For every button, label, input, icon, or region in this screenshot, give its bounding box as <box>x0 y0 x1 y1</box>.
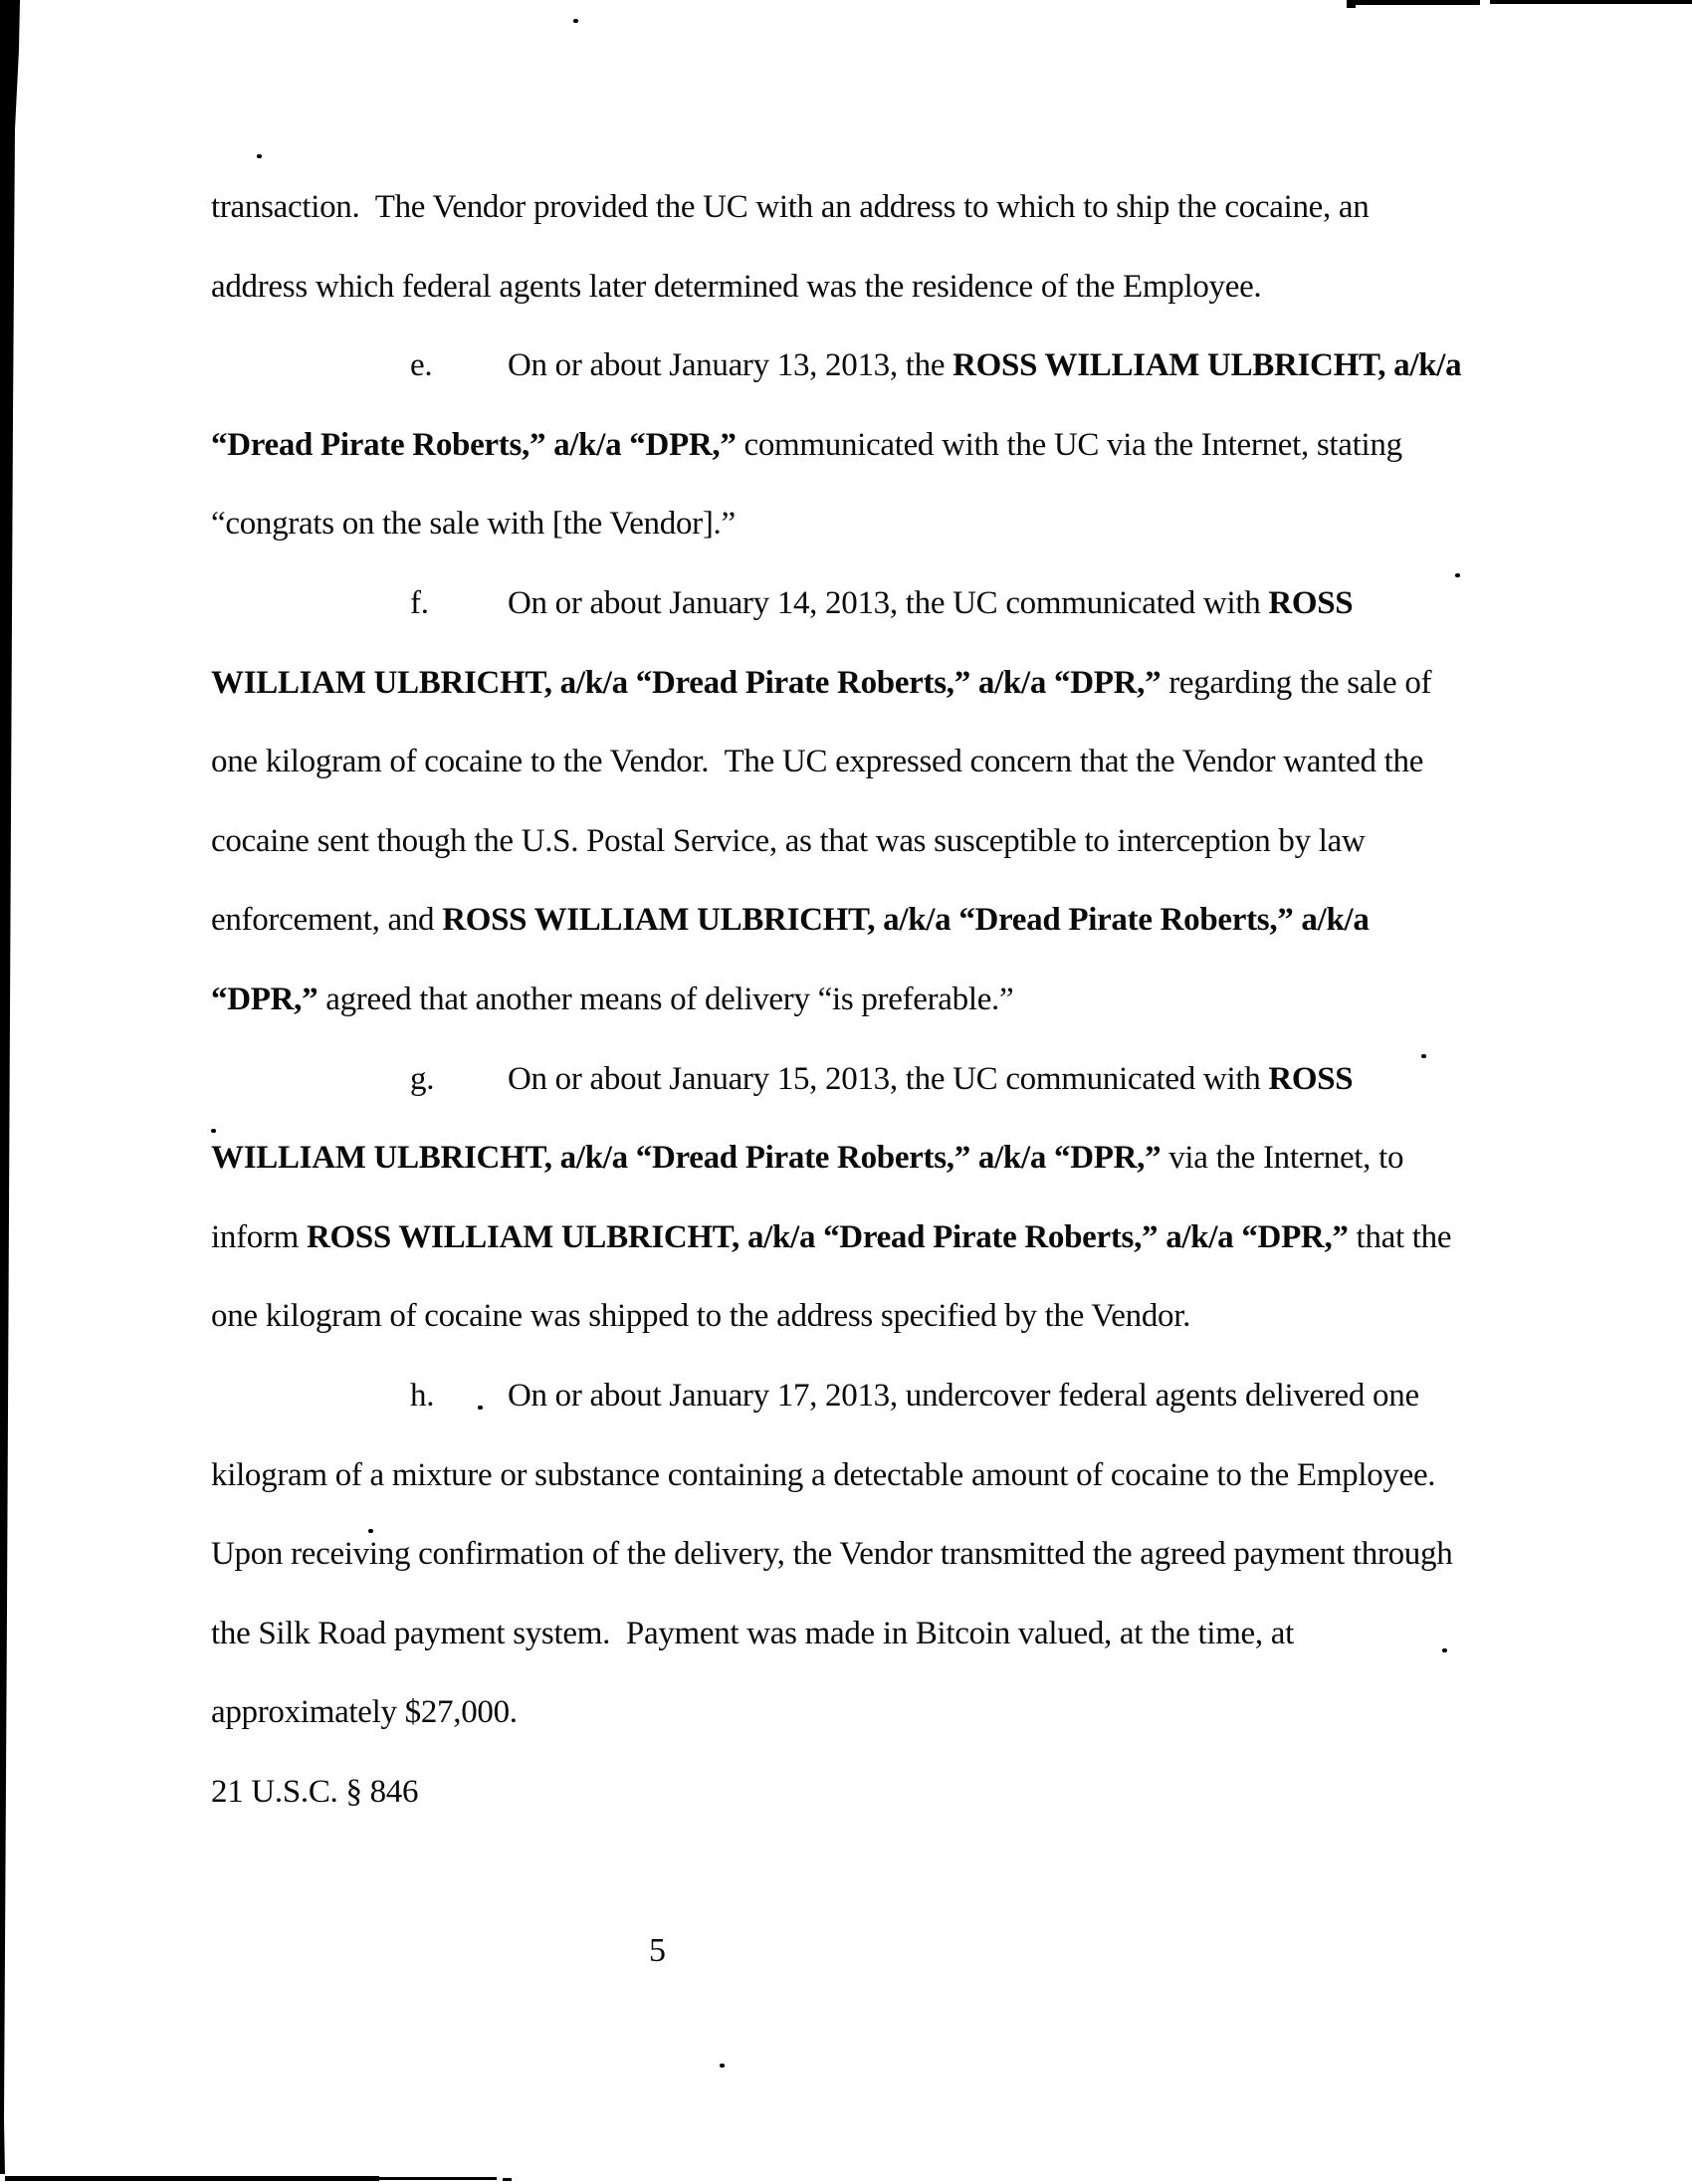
text-segment: On or about January 17, 2013, undercover federal agents delivered one <box>508 1377 1419 1414</box>
text-line <box>211 168 1505 248</box>
scan-top-right-bar-nub <box>1347 0 1356 8</box>
text-segment: On or about January 15, 2013, the UC communicated with <box>508 1060 1269 1097</box>
paragraph-label: e. <box>410 347 433 384</box>
text-line <box>211 1277 1505 1357</box>
text-line <box>211 1119 1505 1199</box>
text-line <box>211 564 1505 644</box>
text-line <box>211 1040 1505 1120</box>
scan-bottom-line-tick <box>503 2178 512 2181</box>
text-segment: On or about January 13, 2013, the <box>508 347 953 384</box>
text-line <box>211 723 1505 802</box>
scan-speck <box>368 1529 373 1533</box>
text-line <box>211 406 1505 486</box>
scan-speck <box>211 1129 216 1133</box>
text-segment: transaction. The Vendor provided the UC with an address to which to ship the cocaine, an <box>211 189 1370 225</box>
scan-top-right-bar-right-segment <box>1490 0 1692 4</box>
text-line <box>211 1673 1505 1753</box>
bold-text-segment: WILLIAM ULBRICHT, a/k/a “Dread Pirate Roberts,” a/k/a “DPR,” <box>211 1140 1162 1177</box>
scan-speck <box>573 19 578 23</box>
text-segment: 21 U.S.C. § 846 <box>211 1773 419 1810</box>
text-line <box>211 248 1505 328</box>
text-line <box>211 1595 1505 1674</box>
text-segment: approximately $27,000. <box>211 1694 518 1731</box>
text-segment: the Silk Road payment system. Payment was made in Bitcoin valued, at the time, at <box>211 1615 1295 1651</box>
text-segment: kilogram of a mixture or substance containing a detectable amount of cocaine to the Employee. <box>211 1456 1436 1493</box>
text-segment: agreed that another means of delivery “is preferable.” <box>317 981 1014 1017</box>
scan-speck <box>257 154 262 158</box>
text-segment: via the Internet, to <box>1161 1140 1404 1177</box>
scan-speck <box>478 1406 483 1410</box>
bold-text-segment: “Dread Pirate Roberts,” a/k/a “DPR,” <box>211 426 737 463</box>
text-line <box>211 1436 1505 1516</box>
scan-bottom-line-thick <box>5 2176 379 2181</box>
text-line <box>211 881 1505 961</box>
scan-speck <box>1442 1648 1447 1652</box>
bold-text-segment: WILLIAM ULBRICHT, a/k/a “Dread Pirate Roberts,” a/k/a “DPR,” <box>211 664 1162 701</box>
scan-left-edge-artifact <box>0 0 24 2184</box>
text-line <box>211 1357 1505 1436</box>
document-text-block <box>211 168 1505 1832</box>
text-line <box>211 485 1505 564</box>
text-segment: On or about January 14, 2013, the UC communicated with <box>508 584 1269 621</box>
text-line <box>211 644 1505 724</box>
bold-text-segment: ROSS WILLIAM ULBRICHT, a/k/a <box>952 347 1462 384</box>
paragraph-label: g. <box>410 1060 435 1097</box>
scan-speck <box>1455 573 1460 577</box>
text-segment: cocaine sent though the U.S. Postal Service, as that was susceptible to interception by law <box>211 822 1366 859</box>
scan-top-right-bar-left-segment <box>1347 0 1480 5</box>
text-segment: regarding the sale of <box>1161 664 1432 701</box>
bold-text-segment: “DPR,” <box>211 981 318 1017</box>
scan-speck <box>720 2064 725 2068</box>
text-segment: one kilogram of cocaine to the Vendor. The UC expressed concern that the Vendor wanted the <box>211 744 1424 780</box>
page-number: 5 <box>649 1932 666 1969</box>
text-line <box>211 327 1505 406</box>
text-segment: Upon receiving confirmation of the delivery, the Vendor transmitted the agreed payment through <box>211 1536 1453 1573</box>
text-line <box>211 1199 1505 1278</box>
paragraph-label: f. <box>410 584 429 621</box>
text-segment: enforcement, and <box>211 902 443 939</box>
text-segment: that the <box>1348 1218 1452 1255</box>
bold-text-segment: ROSS <box>1268 584 1354 621</box>
text-segment: communicated with the UC via the Internet, stating <box>736 426 1402 463</box>
text-line <box>211 1753 1505 1833</box>
text-line <box>211 1515 1505 1595</box>
text-line <box>211 961 1505 1040</box>
text-segment: inform <box>211 1218 307 1255</box>
text-line <box>211 802 1505 882</box>
bold-text-segment: ROSS WILLIAM ULBRICHT, a/k/a “Dread Pirate Roberts,” a/k/a “DPR,” <box>306 1218 1349 1255</box>
text-segment: “congrats on the sale with [the Vendor].” <box>211 506 736 543</box>
text-segment: one kilogram of cocaine was shipped to the address specified by the Vendor. <box>211 1298 1191 1335</box>
paragraph-label: h. <box>410 1377 435 1414</box>
bold-text-segment: ROSS <box>1268 1060 1354 1097</box>
scan-speck <box>1421 1054 1426 1058</box>
scan-bottom-line-thin <box>379 2177 497 2180</box>
text-segment: address which federal agents later determined was the residence of the Employee. <box>211 268 1262 305</box>
bold-text-segment: ROSS WILLIAM ULBRICHT, a/k/a “Dread Pirate Roberts,” a/k/a <box>442 902 1370 939</box>
